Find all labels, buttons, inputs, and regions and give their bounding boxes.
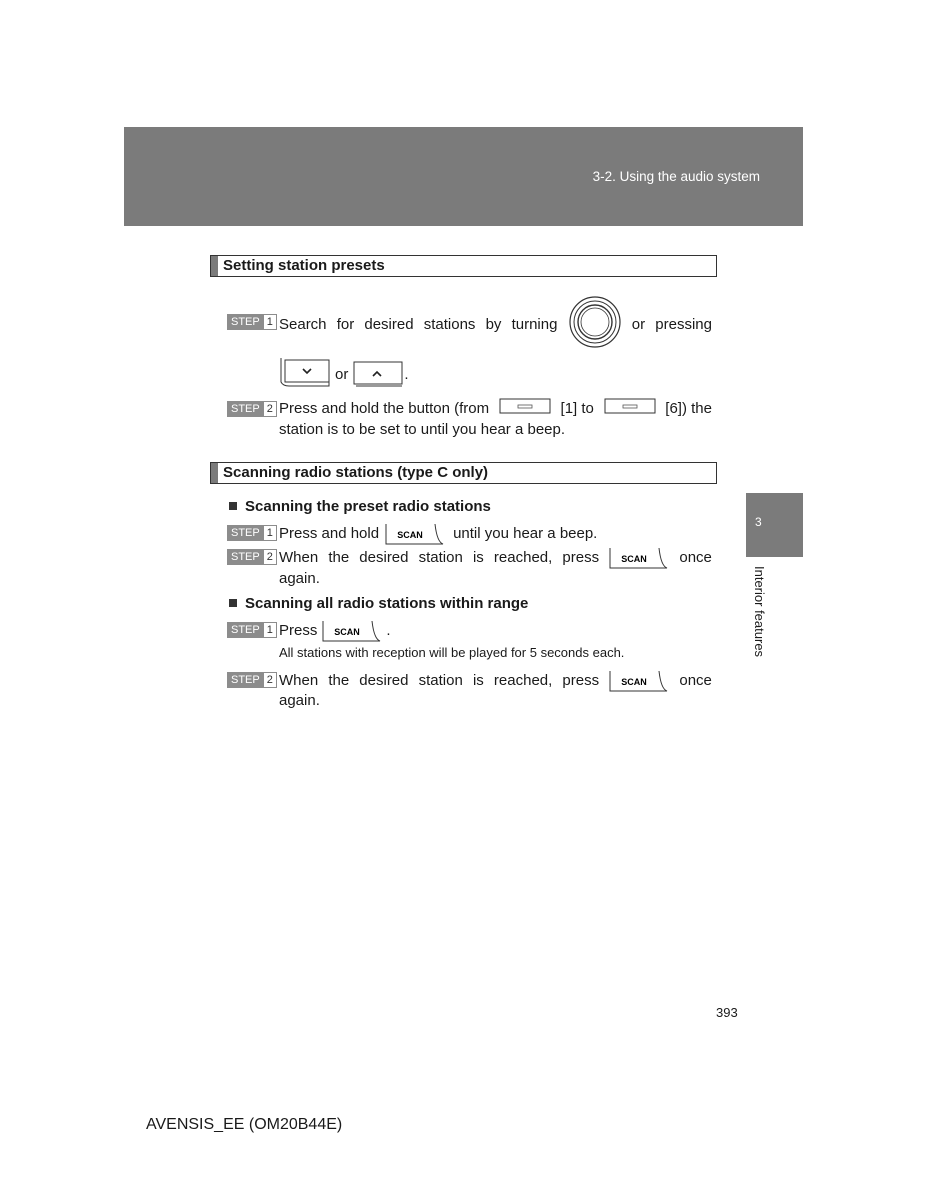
chapter-tab	[746, 493, 803, 557]
svg-text:SCAN: SCAN	[621, 677, 647, 687]
section-title-presets: Setting station presets	[210, 255, 717, 277]
bullet-square-icon	[229, 502, 237, 510]
all-scan-step2-line2: again.	[279, 692, 320, 709]
step-badge: STEP 2	[227, 672, 277, 688]
header-bar	[124, 127, 803, 226]
preset-scan-step2: When the desired station is reached, press SCAN once	[279, 546, 712, 568]
step-badge: STEP 2	[227, 549, 277, 565]
bullet-square-icon	[229, 599, 237, 607]
scan-button-icon	[385, 522, 445, 544]
step-badge: STEP 1	[227, 314, 277, 330]
preset-button-icon	[499, 398, 551, 418]
preset-scan-step1: Press and hold SCAN until you hear a beep.	[279, 522, 597, 544]
seek-down-button-icon	[279, 356, 331, 392]
section-title-scanning: Scanning radio stations (type C only)	[210, 462, 717, 484]
svg-text:SCAN: SCAN	[397, 530, 423, 540]
subheading-preset-scan: Scanning the preset radio stations	[229, 498, 491, 515]
preset-scan-step2-line2: again.	[279, 570, 320, 587]
scan-button-icon	[609, 669, 669, 691]
step1-line2: or .	[279, 356, 409, 392]
subheading-all-scan: Scanning all radio stations within range	[229, 595, 528, 612]
svg-text:SCAN: SCAN	[621, 554, 647, 564]
page-number: 393	[716, 1005, 738, 1020]
step-badge: STEP 1	[227, 525, 277, 541]
step-badge: STEP 2	[227, 401, 277, 417]
tune-knob-icon	[568, 295, 622, 353]
footer-model: AVENSIS_EE (OM20B44E)	[146, 1116, 343, 1133]
step2-line2: station is to be set to until you hear a beep.	[279, 421, 566, 438]
scan-button-icon	[609, 546, 669, 568]
section-heading: 3-2. Using the audio system	[592, 169, 760, 184]
scan-note: All stations with reception will be played for 5 seconds each.	[279, 645, 625, 660]
step1-line: Search for desired stations by turning or pressing	[279, 296, 712, 352]
preset-button-icon	[604, 398, 656, 418]
all-scan-step1: Press SCAN .	[279, 619, 391, 641]
step-badge: STEP 1	[227, 622, 277, 638]
scan-button-icon	[322, 619, 382, 641]
step2-line: Press and hold the button (from [1] to [6]) the	[279, 399, 712, 417]
chapter-label: Interior features	[752, 566, 767, 658]
all-scan-step2: When the desired station is reached, press SCAN once	[279, 669, 712, 691]
chapter-number: 3	[755, 515, 762, 529]
svg-text:SCAN: SCAN	[334, 627, 361, 637]
seek-up-button-icon	[352, 356, 404, 392]
